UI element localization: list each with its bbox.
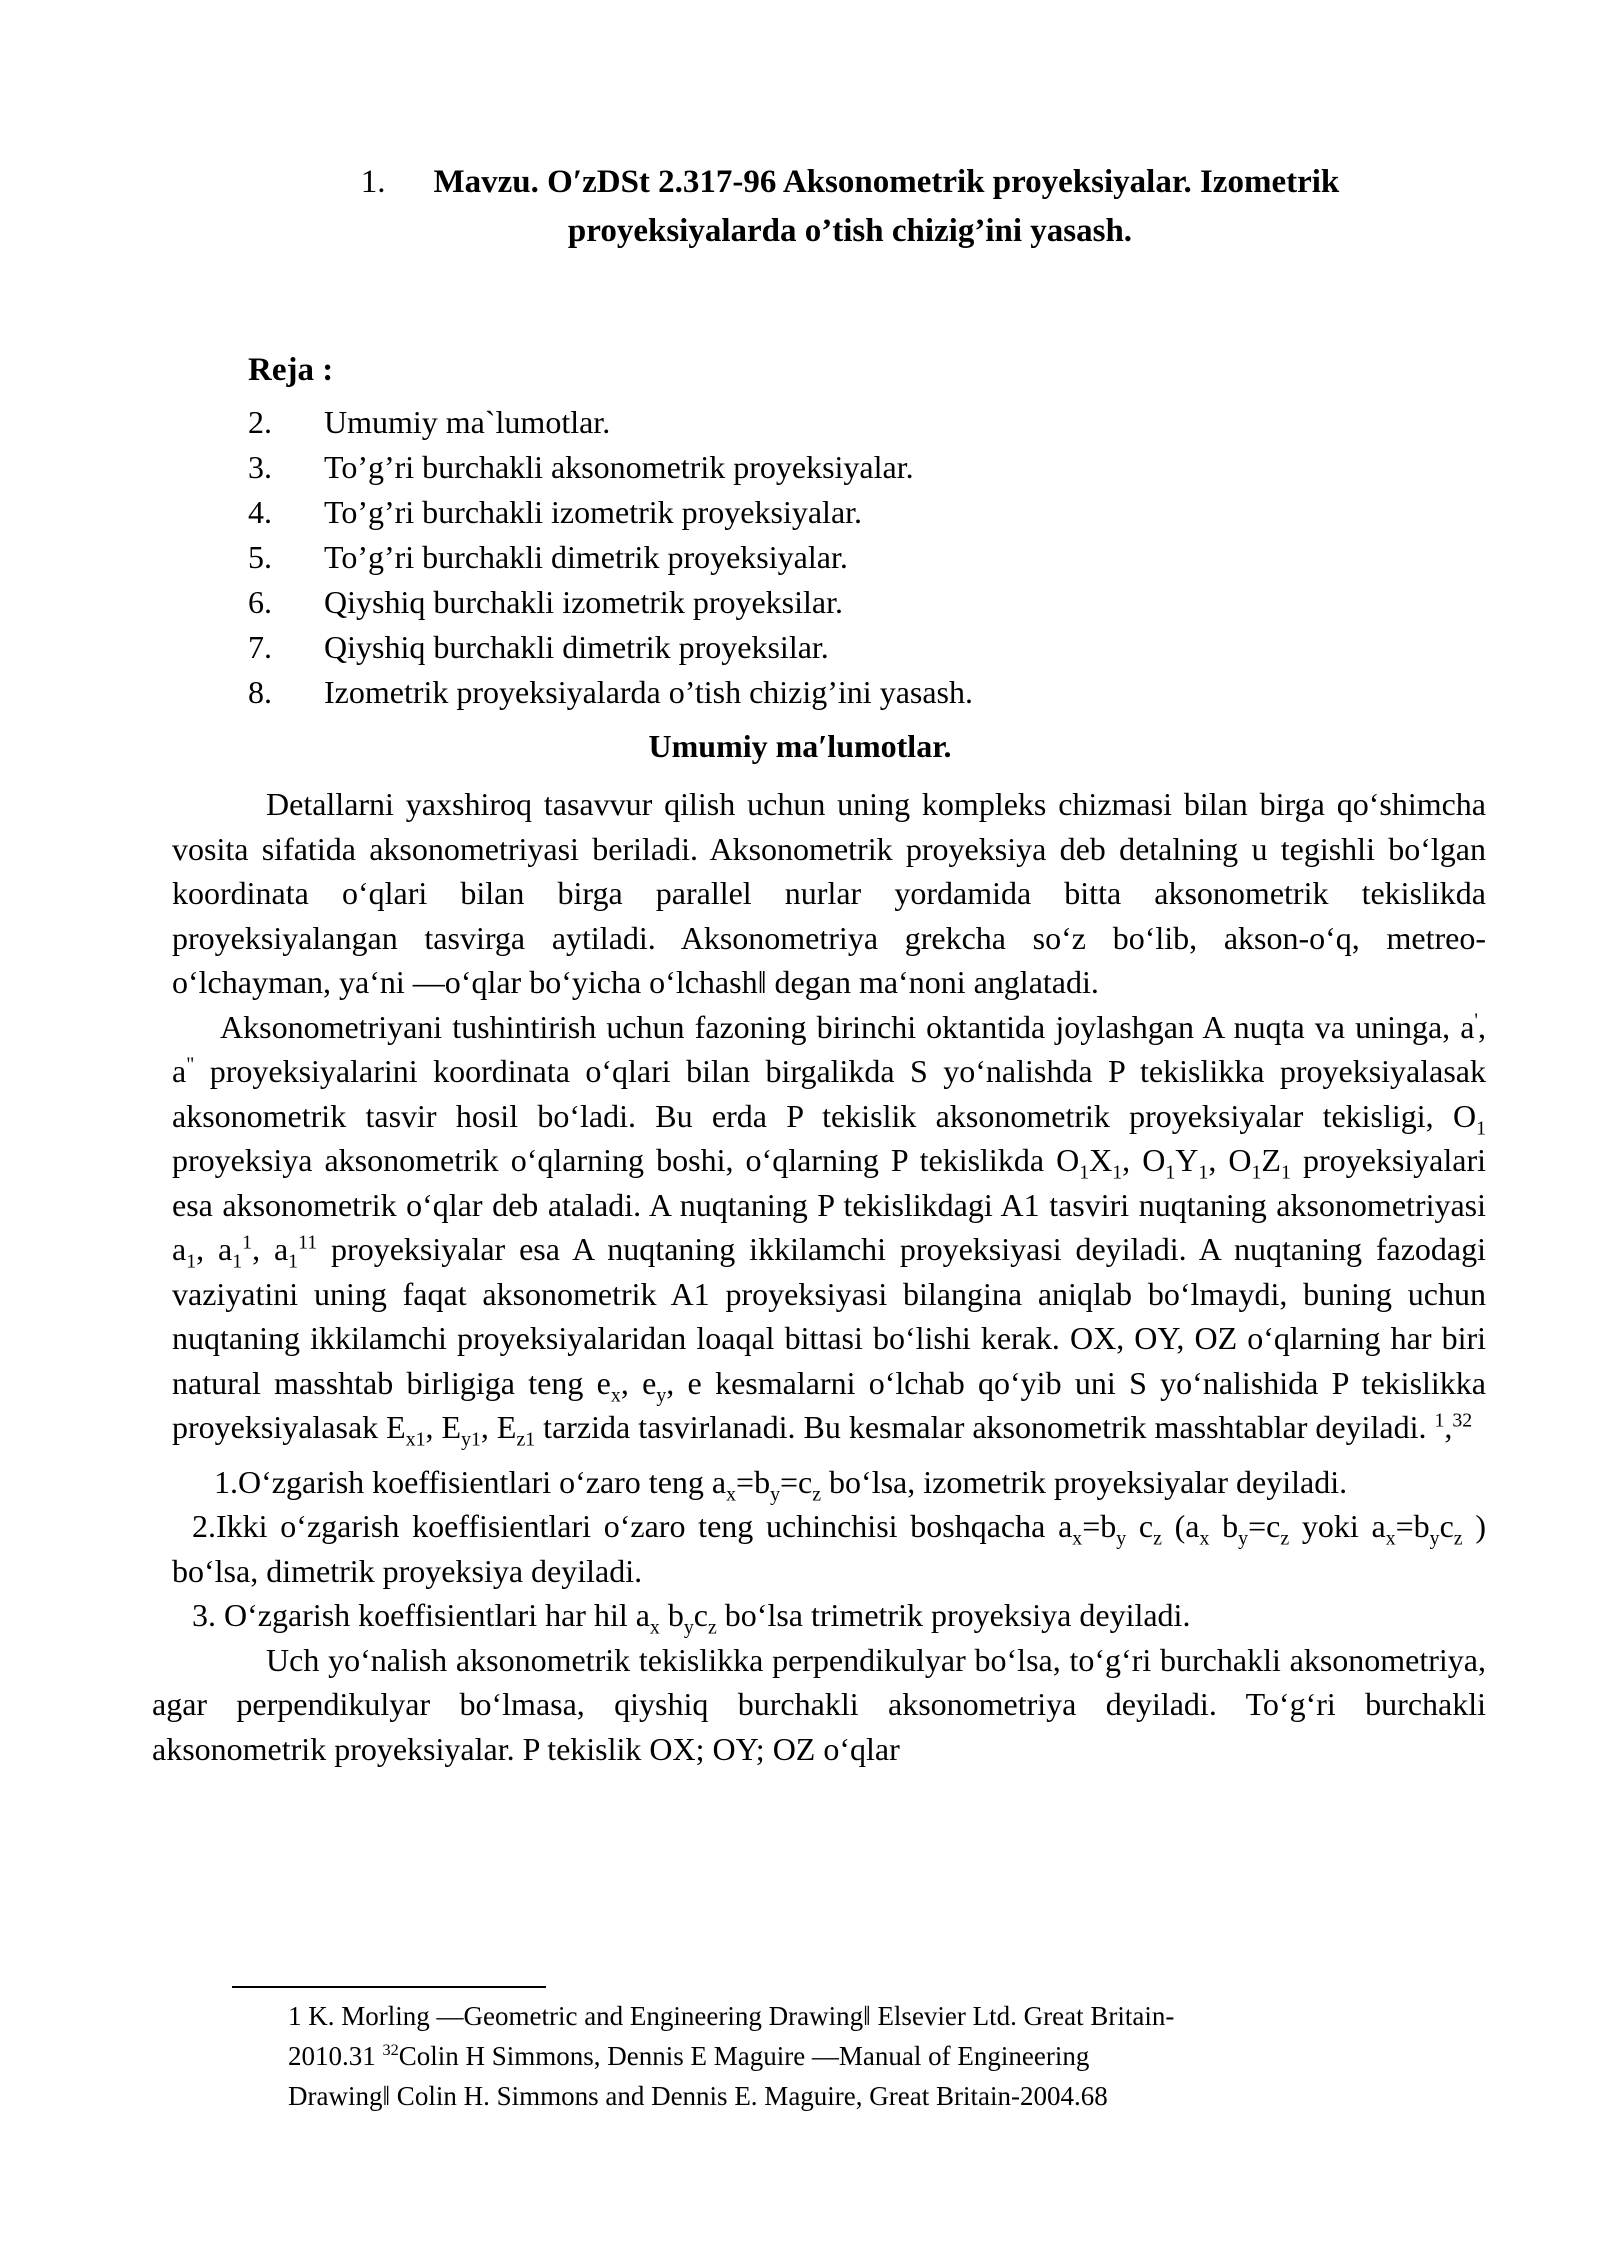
list-number: 7. [248,629,272,665]
list-number: 4. [248,494,272,530]
footnote-ref[interactable]: 1 [1434,1409,1445,1432]
list-text: To’g’ri burchakli izometrik proyeksiyalar. [324,494,863,530]
list-number: 6. [248,584,272,620]
list-item [248,490,973,535]
plan-list [248,400,973,715]
list-item [248,580,973,625]
list-text: Qiyshiq burchakli izometrik proyeksilar. [324,584,843,620]
body-text [152,782,1487,1771]
paragraph-3: 1.O‘zgarish koeffisientlari o‘zaro teng $a_x=b_y=c_z$ bo‘lsa, izometrik proyeksiyalar deyiladi. [214,1463,1348,1505]
footnote-line-2: 2010.31 $^{32}$Colin H Simmons, Dennis E Maguire —Manual of Engineering [288,2041,1090,2071]
list-number: 8. [248,674,272,710]
plan-heading: Reja : [248,352,334,388]
paragraph-6: Uch yo‘nalish aksonometrik tekislikka perpendikulyar bo‘lsa, to‘g‘ri burchakli aksonometriya, agar perpendikulyar bo‘lmasa, qiyshiq burchakli aksonometriya deyiladi. To‘g‘ri burchakli aksonometrik proyeksiyalar. P tekislik OX; OY; OZ o‘qlar [152,1641,1486,1767]
page-title [230,158,1470,256]
list-item [248,535,973,580]
paragraph-1: Detallarni yaxshiroq tasavvur qilish uchun uning kompleks chizmasi bilan birga qo‘shimcha vosita sifatida aksonometriyasi beriladi. Aksonometrik proyeksiya deb detalning u tegishli bo‘lgan koordinata o‘qlari bilan birga parallel nurlar yordamida bitta aksonometrik tekislikda proyeksiyalangan tasvirga aytiladi. Aksonometriya grekcha so‘z bo‘lib, akson-o‘q, metreo-o‘lchayman, ya‘ni —o‘qlar bo‘yicha o‘lchash‖ degan ma‘noni anglatadi. [172,786,1486,1000]
list-text: Izometrik proyeksiyalarda o’tish chizig’ini yasash. [324,674,973,710]
title-line-1 [230,158,1470,207]
footnote [288,1996,1408,2116]
list-item [248,625,973,670]
list-item [248,670,973,715]
list-text: Umumiy ma`lumotlar. [324,404,611,440]
list-number: 5. [248,539,272,575]
footnote-line-3: Drawing‖ Colin H. Simmons and Dennis E. Maguire, Great Britain-2004.68 [288,2081,1108,2111]
title-line-2: proyeksiyalarda o’tish chizig’ini yasash. [567,213,1133,249]
list-text: To’g’ri burchakli aksonometrik proyeksiyalar. [324,449,914,485]
list-item [248,400,973,445]
list-number: 3. [248,449,272,485]
list-text: To’g’ri burchakli dimetrik proyeksiyalar. [324,539,848,575]
paragraph-5: 3. O‘zgarish koeffisientlari har hil $a_x$ $b_yc_z$ bo‘lsa trimetrik proyeksiya deyiladi. [192,1597,1191,1639]
list-text: Qiyshiq burchakli dimetrik proyeksilar. [324,629,829,665]
title-text-1: Mavzu. O′zDSt 2.317-96 Aksonometrik proyeksiyalar. Izometrik [433,164,1340,200]
section-heading: Umumiy ma′lumotlar. [648,728,952,764]
list-item [248,445,973,490]
paragraph-4: 2.Ikki o‘zgarish koeffisientlari o‘zaro teng uchinchisi boshqacha $a_x=b_y$ $c_z$ ($a_x$ $b_y=c_z$ yoki $a_x=b_yc_z$ ) bo‘lsa, dimetrik proyeksiya deyiladi. [172,1508,1486,1589]
paragraph-2: Aksonometriyani tushintirish uchun fazoning birinchi oktantida joylashgan A nuqta va uninga, a', a" proyeksiyalarini koordinata o‘qlari bilan birgalikda S yo‘nalishda P tekislikka proyeksiyalasak aksonometrik tasvir hosil bo‘ladi. Bu erda P tekislik aksonometrik proyeksiyalar tekisligi, $O_1$ proyeksiya aksonometrik o‘qlarning boshi, o‘qlarning P tekislikda $O_1X_1$, $O_1Y_1$, $O_1Z_1$ proyeksiyalari esa aksonometrik o‘qlar deb ataladi. A nuqtaning P tekislikdagi A1 tasviri nuqtaning aksonometriyasi $a_1$, $a_1^1$, $a_1^{11}$ proyeksiyalar esa A nuqtaning ikkilamchi proyeksiyasi deyiladi. A nuqtaning fazodagi vaziyatini uning faqat aksonometrik A1 proyeksiyasi bilangina aniqlab bo‘lmaydi, buning uchun nuqtaning ikkilamchi proyeksiyalaridan loaqal bittasi bo‘lishi kerak. OX, OY, OZ o‘qlarning har biri natural masshtab birligiga teng $e_x$, $e_y$, e kesmalarni o‘lchab qo‘yib uni S yo‘nalishida P tekislikka proyeksiyalasak $E_{x1}$, $E_{y1}$, $E_{z1}$ tarzida tasvirlanadi. Bu kesmalar aksonometrik masshtablar deyiladi. $^1$,$^{32}$ [172,1008,1487,1451]
footnote-separator [232,1986,546,1988]
list-number: 2. [248,404,272,440]
footnote-ref[interactable]: 32 [1452,1409,1473,1432]
title-number: 1. [360,164,386,200]
footnote-line-1: 1 K. Morling —Geometric and Engineering Drawing‖ Elsevier Ltd. Great Britain- [288,2001,1175,2031]
